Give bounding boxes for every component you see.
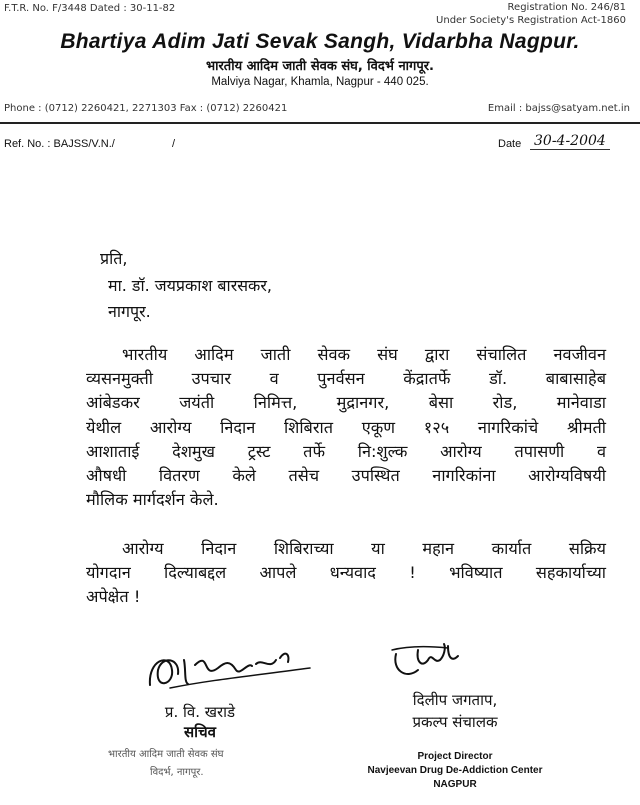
right-signatory-name: दिलीप जगताप, [412,691,498,709]
right-signature [388,640,478,685]
left-signature [140,640,320,700]
paragraph-line: मौलिक मार्गदर्शन केले. [86,490,219,510]
left-stamp-line-1: भारतीय आदिम जाती सेवक संघ [108,749,224,760]
recipient-name: मा. डॉ. जयप्रकाश बारसकर, [108,276,272,295]
email: Email : bajss@satyam.net.in [487,103,630,114]
organization-name-hindi: भारतीय आदिम जाती सेवक संघ, विदर्भ नागपूर. [205,59,434,74]
date-label: Date [498,138,522,150]
reference-slash: / [172,138,176,150]
organization-name: Bhartiya Adim Jati Sevak Sangh, Vidarbha Nagpur. [60,30,580,53]
letter-paragraph-2 [86,537,606,610]
right-signatory-city: NAGPUR [433,779,477,790]
recipient-salutation: प्रति, [100,249,128,268]
left-signatory-name: प्र. वि. खराडे [164,703,236,721]
paragraph-line: भारतीय आदिम जाती सेवक संघ द्वारा संचालित नवजीवन [122,345,606,364]
right-signatory-organization: Navjeevan Drug De-Addiction Center [367,765,543,776]
paragraph-line: येथील आरोग्य निदान शिबिरात एकूण १२५ नागरिकांचे श्रीमती [86,417,606,437]
reference-number: Ref. No. : BAJSS/V.N./ [4,138,115,150]
society-act: Under Society's Registration Act-1860 [436,15,626,26]
paragraph-line: आंबेडकर जयंती निमित्त, मुद्रानगर, बेसा रोड, मानेवाडा [86,393,606,413]
paragraph-line: आशाताई देशमुख ट्रस्ट तर्फे नि:शुल्क आरोग्य तपासणी व [86,441,606,461]
paragraph-line: योगदान दिल्याबद्दल आपले धन्यवाद ! भविष्यात सहकार्याच्या [86,563,606,583]
letter-paragraph-1 [86,343,606,512]
paragraph-line: व्यसनमुक्ती उपचार व पुनर्वसन केंद्रातर्फे डॉ. बाबासाहेब [86,369,606,389]
registration-left: F.T.R. No. F/3448 Dated : 30-11-82 [4,3,176,14]
right-signatory-english-title: Project Director [417,751,493,762]
paragraph-line: आरोग्य निदान शिबिराच्या या महान कार्यात सक्रिय [122,539,606,558]
organization-address: Malviya Nagar, Khamla, Nagpur - 440 025. [211,76,429,88]
paragraph-line: अपेक्षेत ! [86,587,141,607]
recipient-city: नागपूर. [108,302,151,321]
letterhead-divider [0,122,640,124]
left-stamp-line-2: विदर्भ, नागपूर. [150,767,204,778]
left-signatory-title: सचिव [184,723,216,741]
registration-number: Registration No. 246/81 [507,2,626,13]
paragraph-line: औषधी वितरण केले तसेच उपस्थित नागरिकांना आरोग्यविषयी [86,466,606,486]
right-signatory-title: प्रकल्प संचालक [412,713,498,731]
phone-fax: Phone : (0712) 2260421, 2271303 Fax : (0712) 2260421 [4,103,288,114]
date-value: 30-4-2004 [530,133,610,150]
